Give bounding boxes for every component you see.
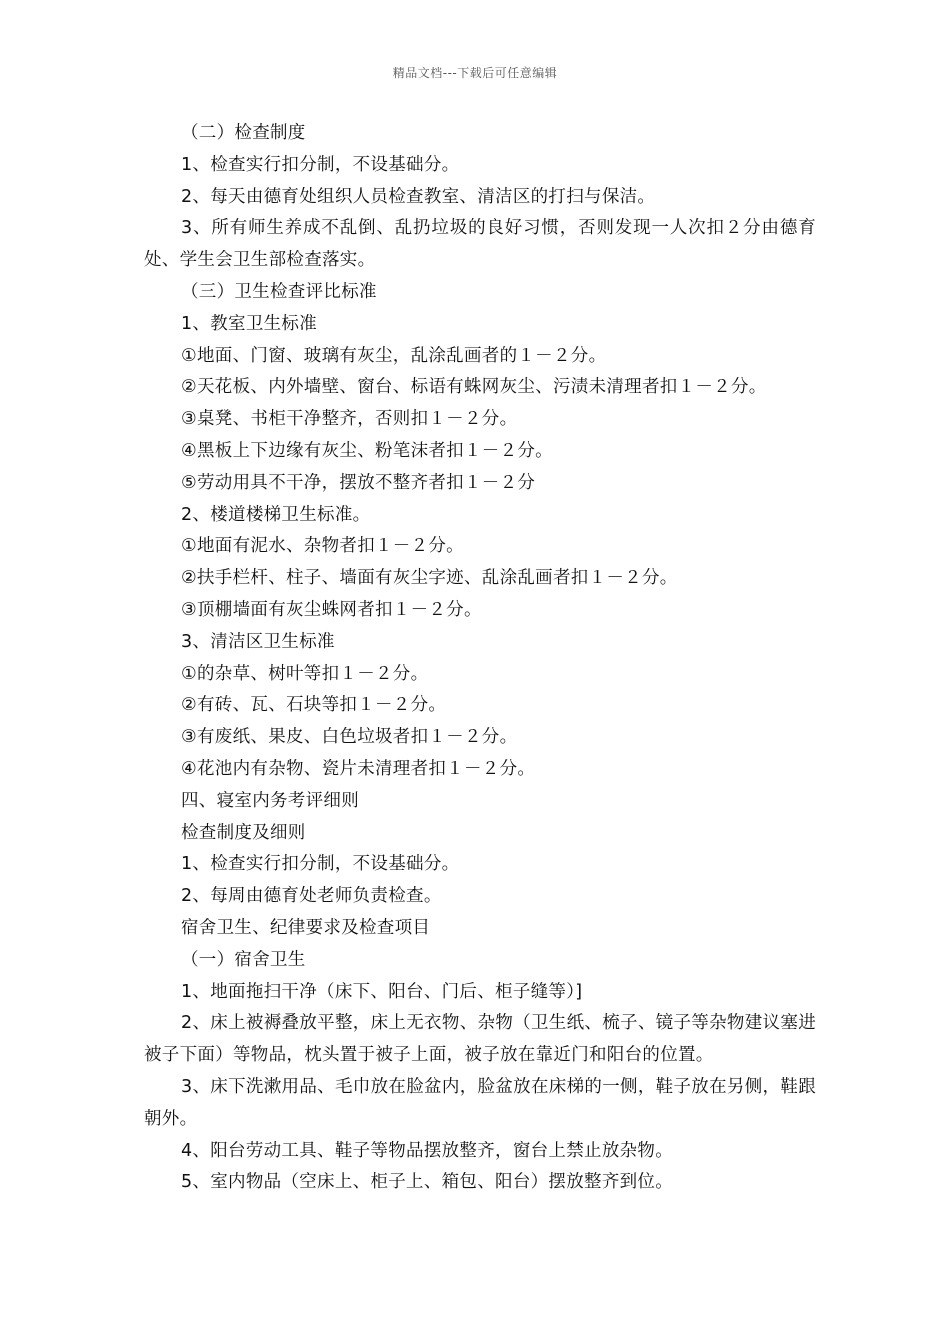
list-item: ②有砖、瓦、石块等扣１－２分。	[181, 695, 447, 716]
document-body	[144, 118, 816, 1199]
paragraph-line: 1、检查实行扣分制，不设基础分。	[181, 854, 460, 875]
list-item: 5、室内物品（空床上、柜子上、箱包、阳台）摆放整齐到位。	[181, 1172, 674, 1193]
section-heading-hygiene-standards: （三）卫生检查评比标准	[181, 281, 377, 302]
list-item: ③桌凳、书柜干净整齐，否则扣１－２分。	[181, 409, 518, 430]
subheading-rules: 检查制度及细则	[181, 822, 306, 843]
list-item: ①的杂草、树叶等扣１－２分。	[181, 663, 429, 684]
subheading-dorm-requirements: 宿舍卫生、纪律要求及检查项目	[181, 917, 431, 938]
list-item: ②天花板、内外墙壁、窗台、标语有蛛网灰尘、污渍未清理者扣１－２分。	[181, 377, 767, 398]
subheading-classroom: 1、教室卫生标准	[181, 313, 318, 334]
paragraph-line: 1、检查实行扣分制，不设基础分。	[181, 154, 460, 175]
list-item: ③顶棚墙面有灰尘蛛网者扣１－２分。	[181, 599, 482, 620]
section-heading-inspection-system: （二）检查制度	[181, 123, 306, 143]
paragraph-multiline: 3、床下洗漱用品、毛巾放在脸盆内，脸盆放在床梯的一侧，鞋子放在另侧，鞋跟朝外。	[144, 1076, 816, 1129]
subheading-corridor: 2、楼道楼梯卫生标准。	[181, 504, 371, 525]
list-item: ⑤劳动用具不干净，摆放不整齐者扣１－２分	[181, 472, 536, 493]
paragraph-multiline: 2、床上被褥叠放平整，床上无衣物、杂物（卫生纸、梳子、镜子等杂物建议塞进被子下面）等物品，枕头置于被子上面，被子放在靠近门和阳台的位置。	[144, 1013, 816, 1066]
list-item: ③有废纸、果皮、白色垃圾者扣１－２分。	[181, 727, 518, 748]
list-item: ①地面、门窗、玻璃有灰尘，乱涂乱画者的１－２分。	[181, 345, 607, 366]
list-item: ④黑板上下边缘有灰尘、粉笔沫者扣１－２分。	[181, 440, 553, 461]
subheading-cleaning-area: 3、清洁区卫生标准	[181, 631, 335, 652]
list-item: ④花池内有杂物、瓷片未清理者扣１－２分。	[181, 758, 536, 779]
subheading-dorm-hygiene: （一）宿舍卫生	[181, 949, 306, 970]
paragraph-multiline: 3、所有师生养成不乱倒、乱扔垃圾的良好习惯，否则发现一人次扣２分由德育处、学生会卫生部检查落实。	[144, 218, 816, 271]
list-item: 1、地面拖扫干净（床下、阳台、门后、柜子缝等）]	[181, 981, 583, 1002]
paragraph-line: 2、每天由德育处组织人员检查教室、清洁区的打扫与保洁。	[181, 186, 656, 207]
paragraph-line: 2、每周由德育处老师负责检查。	[181, 886, 442, 907]
list-item: ②扶手栏杆、柱子、墙面有灰尘字迹、乱涂乱画者扣１－２分。	[181, 568, 678, 589]
list-item: 4、阳台劳动工具、鞋子等物品摆放整齐，窗台上禁止放杂物。	[181, 1140, 674, 1161]
page-header: 精品文档---下载后可任意编辑	[392, 66, 558, 80]
section-heading-dormitory: 四、寝室内务考评细则	[181, 790, 359, 811]
list-item: ①地面有泥水、杂物者扣１－２分。	[181, 536, 464, 557]
